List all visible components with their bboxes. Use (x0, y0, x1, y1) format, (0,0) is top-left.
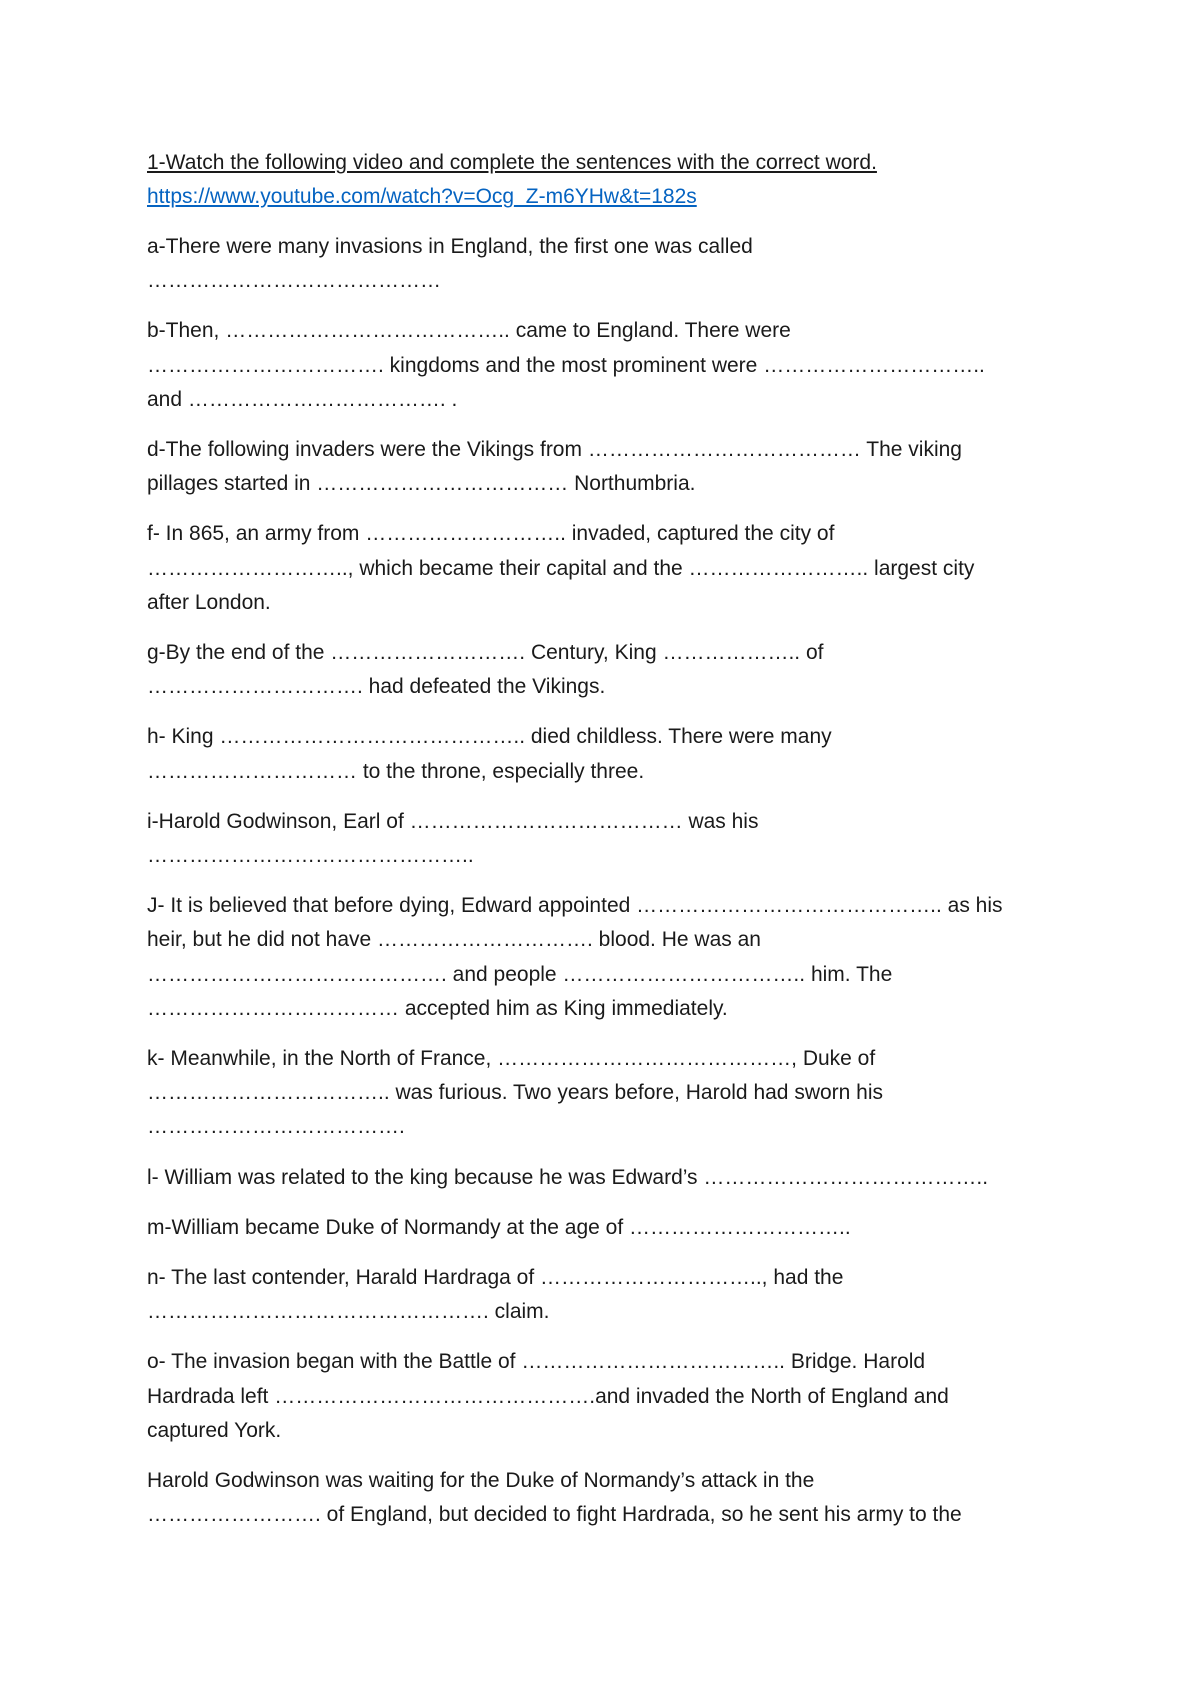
worksheet-page (147, 146, 1047, 1549)
question-J (147, 889, 1047, 1026)
question-line: …………………………………… (147, 269, 441, 293)
question-h (147, 720, 1047, 788)
exercise-heading: 1-Watch the following video and complete the sentences with the correct word. (147, 151, 877, 174)
question-line: o- The invasion began with the Battle of ……………………………….. Bridge. Harold (147, 1350, 926, 1374)
question-g (147, 636, 1047, 704)
question-o (147, 1345, 1047, 1448)
question-f (147, 517, 1047, 620)
question-line: d-The following invaders were the Vikings from ………………………………… The viking (147, 438, 962, 462)
question-line: captured York. (147, 1418, 282, 1442)
video-link[interactable]: https://www.youtube.com/watch?v=Ocg_Z-m6YHw&t=182s (147, 185, 697, 208)
question-line: J- It is believed that before dying, Edward appointed …………………………………….. as his (147, 894, 1003, 918)
question-line: ……………………….., which became their capital and the …………………….. largest city (147, 556, 975, 580)
question-line: a-There were many invasions in England, the first one was called (147, 235, 753, 258)
question-line: ……………………………… accepted him as King immediately. (147, 996, 728, 1020)
question-line: h- King …………………………………….. died childless. There were many (147, 725, 832, 749)
question-line: …………………………. had defeated the Vikings. (147, 675, 606, 699)
question-line: after London. (147, 590, 271, 614)
question-line: k- Meanwhile, in the North of France, ……………………………………, Duke of (147, 1047, 876, 1071)
question-list (147, 230, 1047, 1533)
question-harold (147, 1464, 1047, 1532)
question-line: …………………………………………. claim. (147, 1300, 550, 1324)
question-line: n- The last contender, Harald Hardraga of ………………………….., had the (147, 1266, 844, 1290)
question-line: ……………………. of England, but decided to fight Hardrada, so he sent his army to the (147, 1503, 962, 1527)
question-line: ………………………………. (147, 1115, 405, 1139)
question-l (147, 1161, 1047, 1195)
question-line: m-William became Duke of Normandy at the age of ………………………….. (147, 1215, 851, 1239)
question-i (147, 805, 1047, 873)
question-n (147, 1261, 1047, 1329)
question-line: ……………………………………. and people …………………………….. him. The (147, 962, 893, 986)
question-line: f- In 865, an army from ……………………….. invaded, captured the city of (147, 522, 835, 546)
question-line: and ………………………………. . (147, 387, 458, 411)
question-line: Hardrada left ……………………………………….and invaded the North of England and (147, 1384, 949, 1408)
question-line: l- William was related to the king because he was Edward’s ………………………………….. (147, 1165, 989, 1189)
question-line: …………………………….. was furious. Two years before, Harold had sworn his (147, 1081, 884, 1105)
question-line: ………………………… to the throne, especially three. (147, 759, 645, 783)
question-line: g-By the end of the ………………………. Century, King ……………….. of (147, 641, 824, 665)
question-line: ……………………………. kingdoms and the most prominent were ………………………….. (147, 353, 985, 377)
question-line: i-Harold Godwinson, Earl of ………………………………… was his (147, 809, 759, 833)
question-a (147, 230, 1047, 298)
question-k (147, 1042, 1047, 1145)
question-b (147, 314, 1047, 417)
question-m (147, 1211, 1047, 1245)
question-line: pillages started in ……………………………… Northumbria. (147, 472, 696, 496)
question-line: ……………………………………….. (147, 844, 474, 868)
question-d (147, 433, 1047, 501)
question-line: b-Then, ………………………………….. came to England. There were (147, 319, 791, 343)
question-line: heir, but he did not have …………………………. blood. He was an (147, 928, 761, 952)
question-line: Harold Godwinson was waiting for the Duke of Normandy’s attack in the (147, 1469, 815, 1493)
